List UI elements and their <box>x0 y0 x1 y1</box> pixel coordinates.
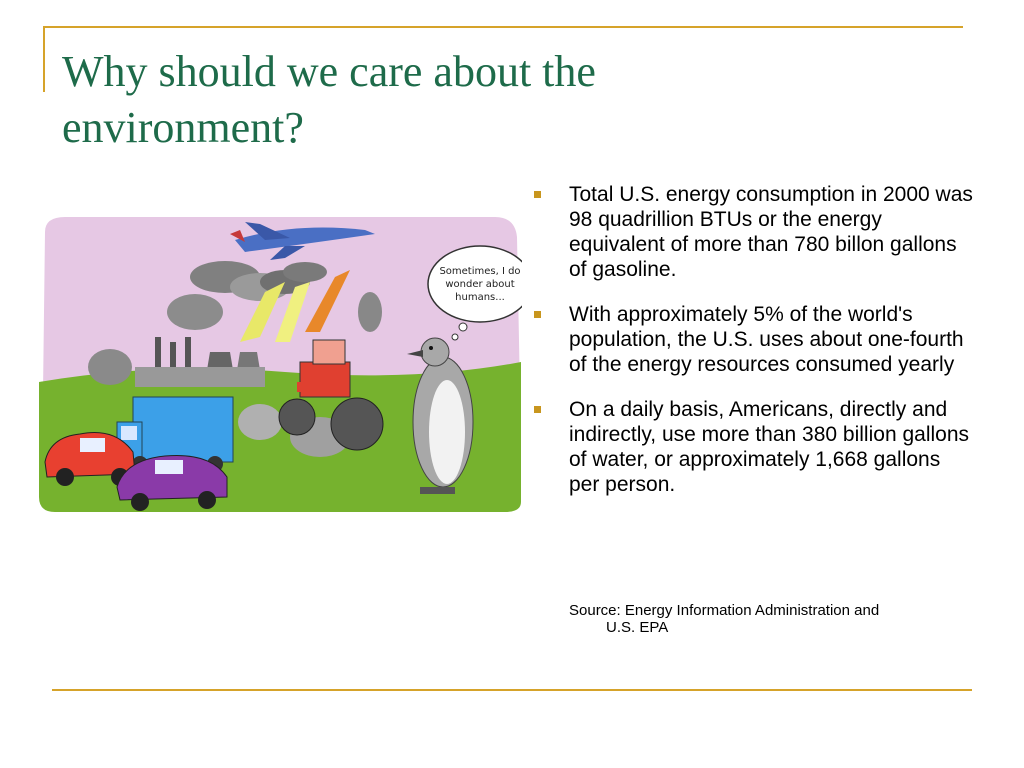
source-line-1: Source: Energy Information Administration and <box>569 602 880 619</box>
bullet-item <box>534 182 974 282</box>
title-frame-horizontal-rule <box>43 26 963 28</box>
source-line-2: U.S. EPA <box>606 619 669 636</box>
speech-bubble-line-3: humans... <box>455 292 505 303</box>
slide-title: Why should we care about the environment? <box>62 47 596 152</box>
title-frame-vertical-rule <box>43 26 45 92</box>
bottom-rule <box>52 689 972 691</box>
speech-bubble-line-2: wonder about <box>445 279 515 290</box>
bullet-item <box>534 397 974 497</box>
bullet-text: With approximately 5% of the world's population, the U.S. uses about one-fourth of the energy resources consumed yearly <box>569 303 964 376</box>
square-bullet-icon <box>534 191 541 198</box>
bullet-item <box>534 302 974 377</box>
bullet-text: Total U.S. energy consumption in 2000 was 98 quadrillion BTUs or the energy equivalent of more than 780 billon gallons of gasoline. <box>569 183 973 281</box>
speech-bubble-line-1: Sometimes, I do <box>439 266 521 277</box>
bullet-list <box>534 182 974 517</box>
pollution-cartoon-image <box>35 212 522 517</box>
square-bullet-icon <box>534 406 541 413</box>
square-bullet-icon <box>534 311 541 318</box>
source-citation <box>569 602 969 636</box>
bullet-text: On a daily basis, Americans, directly and indirectly, use more than 380 billion gallons of water, or approximately 1,668 gallons per person. <box>569 398 970 496</box>
